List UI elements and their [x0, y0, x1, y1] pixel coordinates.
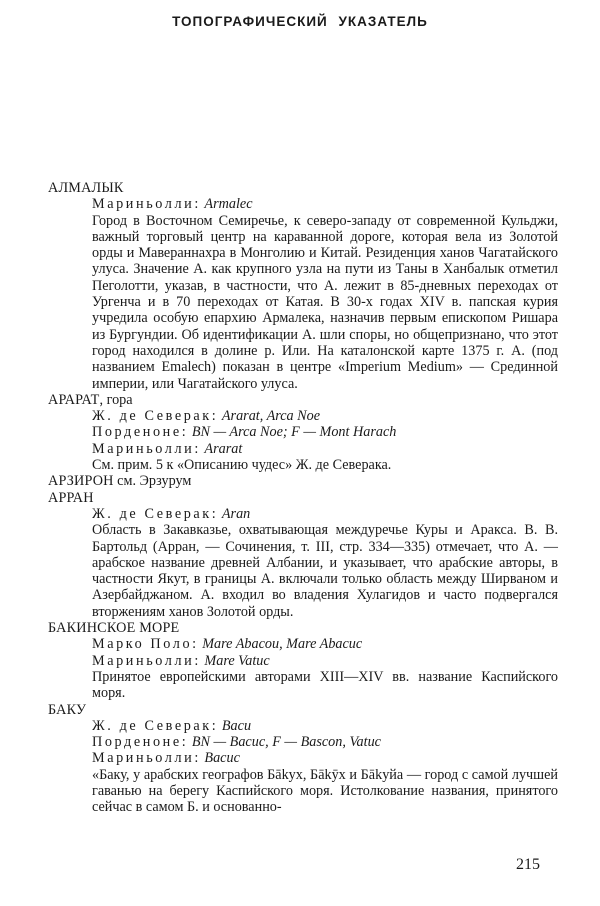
entry-body: «Баку, у арабских географов Бākух, Бākӯх и Бākуйа — город с самой лучшей гаванью на берегу Каспийского моря. Истолкование названия, принятого сейчас в самом Б. и основанно- — [92, 766, 558, 816]
entry-body: Область в Закавказье, охватывающая междуречье Куры и Аракса. В. В. Бартольд (Арран, — Сочинения, т. III, стр. 334—335) отмечает, что А. — арабское название древней Албании, и указывает, что арабские авторы, в частности Якут, в границы А. включали только область между Ширваном и Азербайджаном. А. входил во владения Хулагидов и часто подвергался вторжениям ханов Золотой орды. — [92, 522, 558, 620]
index-entry — [48, 392, 558, 473]
entry-term: АРАРАТ, гора — [48, 391, 133, 408]
index-entry — [48, 473, 558, 489]
index-entry — [48, 490, 558, 620]
index-entry — [48, 180, 558, 392]
source-line: Марко Поло: Mare Abacou, Mare Abacuc — [92, 636, 363, 653]
index-entry — [48, 620, 558, 701]
source-line: Ж. де Северак: Ararat, Arca Noe — [92, 408, 321, 425]
index-entry — [48, 702, 558, 816]
entry-body: Город в Восточном Семиречье, к северо-западу от современной Кульджи, важный торговый центр на караванной дороге, которая вела из Золотой орды и Мавераннахра в Монголию и Китай. Резиденция ханов Чагатайского улуса. Значение А. как крупного узла на пути из Таны в Ханбалык отметил Пеголотти, указав, в частности, что А. лежит в 85-дневных переходах от Ургенча и в 70 переходах от Катая. В 30-х годах XIV в. папская курия учредила особую епархию Армалека, назначив первым епископом Ришара из Бургундии. Об идентификации А. шли споры, но общепризнано, что этот город находился в долине р. Или. На каталонской карте 1375 г. А. (под названием Emalech) показан в центре «Imperium Medium» — Срединной империи, или Чагатайского улуса. — [92, 212, 558, 392]
page-header: ТОПОГРАФИЧЕСКИЙ УКАЗАТЕЛЬ — [172, 14, 428, 29]
source-line: Мариньолли: Armalec — [92, 196, 253, 213]
entry-term: БАКИНСКОЕ МОРЕ — [48, 620, 180, 637]
source-line: Порденоне: BN — Bacuc, F — Bascon, Vatuc — [92, 734, 381, 751]
index-content — [48, 180, 558, 816]
source-line: Мариньолли: Mare Vatuc — [92, 652, 270, 669]
source-line: Мариньолли: Ararat — [92, 440, 243, 457]
source-line: Ж. де Северак: Baсu — [92, 717, 252, 734]
entry-term: АРЗИРОН см. Эрзурум — [48, 473, 192, 490]
entry-body: См. прим. 5 к «Описанию чудес» Ж. де Северака. — [92, 457, 392, 474]
page-number: 215 — [516, 856, 540, 873]
source-line: Мариньолли: Bacuc — [92, 750, 240, 767]
entry-term: АЛМАЛЫК — [48, 180, 124, 196]
entry-term: БАКУ — [48, 701, 87, 718]
entry-body: Принятое европейскими авторами XIII—XIV вв. название Каспийского моря. — [92, 668, 558, 702]
source-line: Ж. де Северак: Aran — [92, 505, 251, 522]
entry-term: АРРАН — [48, 489, 94, 506]
source-line: Порденоне: BN — Arca Noe; F — Mont Harach — [92, 424, 397, 441]
